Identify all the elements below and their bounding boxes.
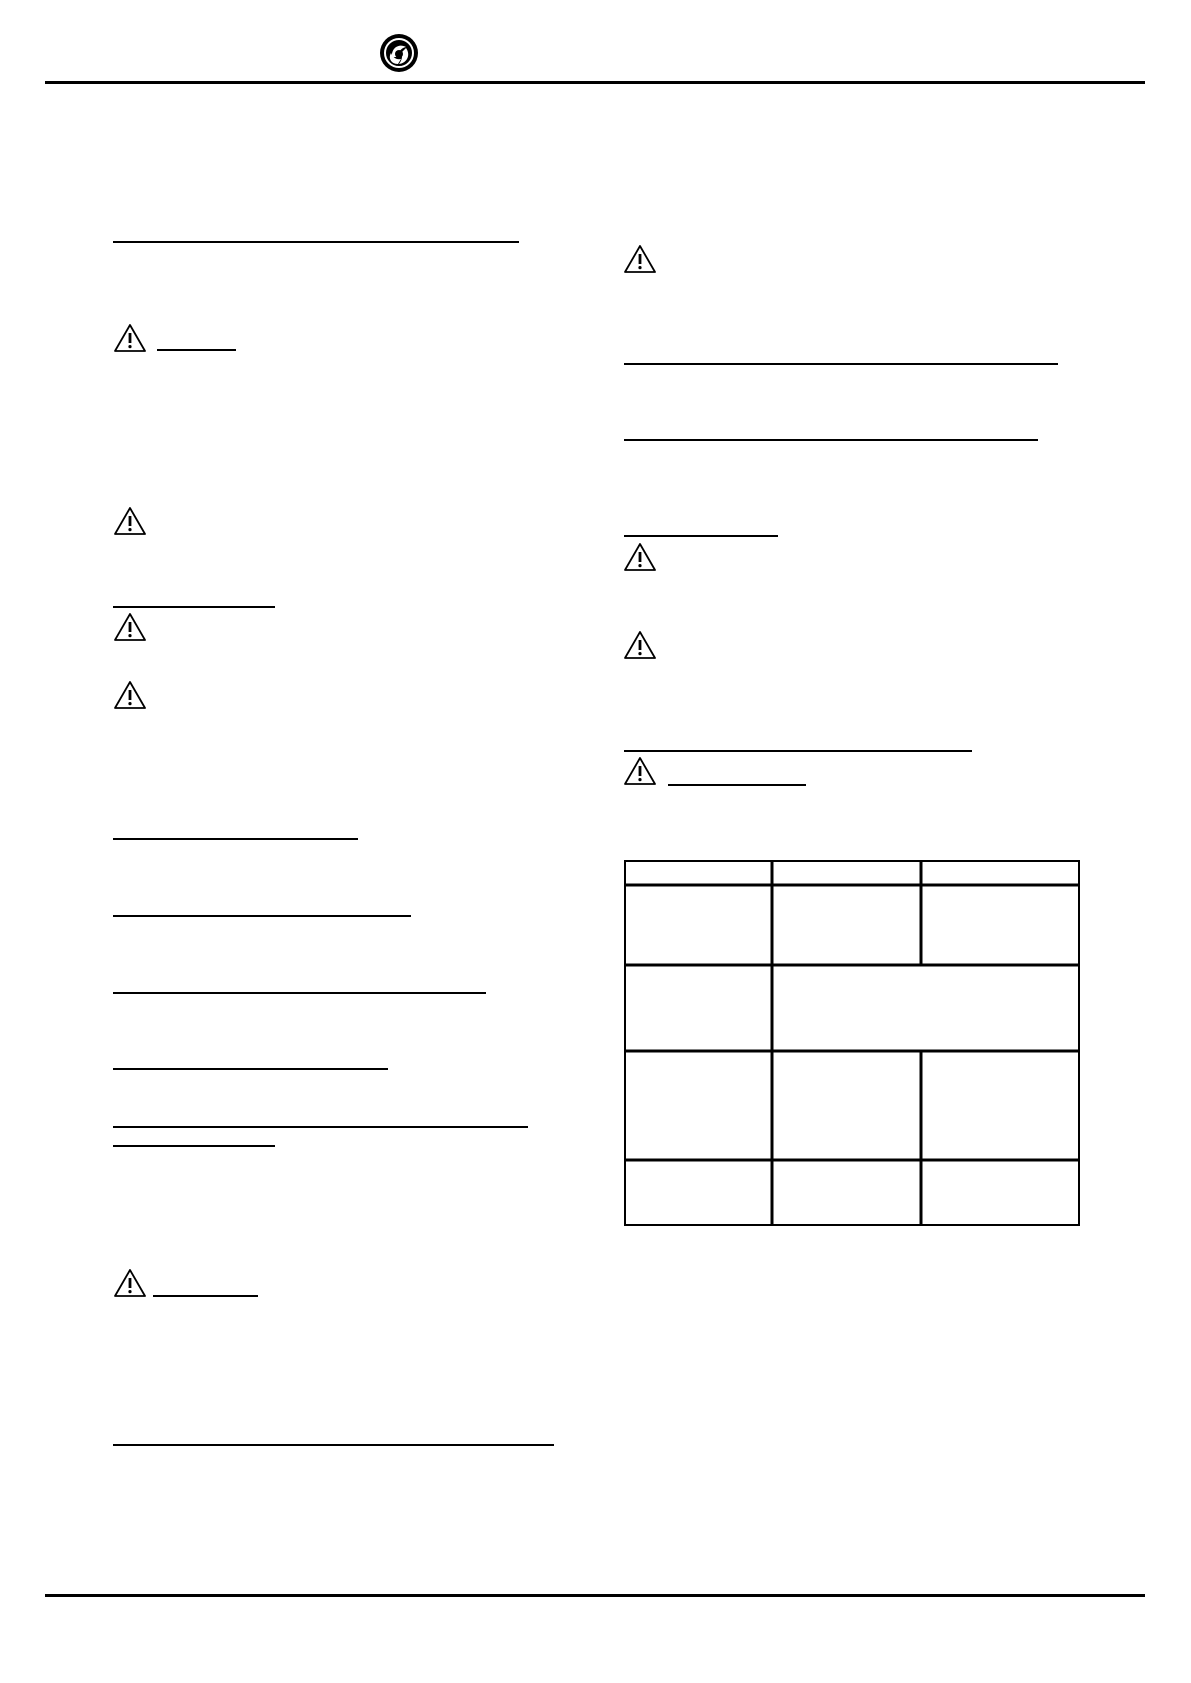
section-heading-rule xyxy=(113,1126,528,1128)
warning-label-rule xyxy=(157,349,236,351)
section-heading-rule xyxy=(113,992,486,994)
section-heading-rule xyxy=(113,241,519,243)
warning-icon xyxy=(623,630,657,660)
header-rule xyxy=(45,81,1145,84)
warning-icon xyxy=(113,323,147,353)
section-heading-rule xyxy=(113,915,411,917)
section-heading-rule xyxy=(113,1068,388,1070)
warning-icon xyxy=(623,756,657,786)
warning-icon xyxy=(623,244,657,274)
warning-icon xyxy=(113,1268,147,1298)
warning-icon xyxy=(623,542,657,572)
warning-label-rule xyxy=(153,1295,258,1297)
data-table xyxy=(624,860,1080,1226)
section-heading-rule xyxy=(624,439,1038,441)
section-heading-rule xyxy=(624,750,972,752)
section-heading-rule xyxy=(113,1145,275,1147)
footer-rule xyxy=(45,1594,1145,1597)
section-heading-rule xyxy=(624,535,778,537)
section-heading-rule xyxy=(113,1444,554,1446)
section-heading-rule xyxy=(113,606,275,608)
company-logo-icon xyxy=(379,33,419,73)
warning-icon xyxy=(113,506,147,536)
warning-icon xyxy=(113,680,147,710)
section-heading-rule xyxy=(113,838,358,840)
warning-icon xyxy=(113,612,147,642)
warning-label-rule xyxy=(668,784,806,786)
section-heading-rule xyxy=(624,363,1058,365)
